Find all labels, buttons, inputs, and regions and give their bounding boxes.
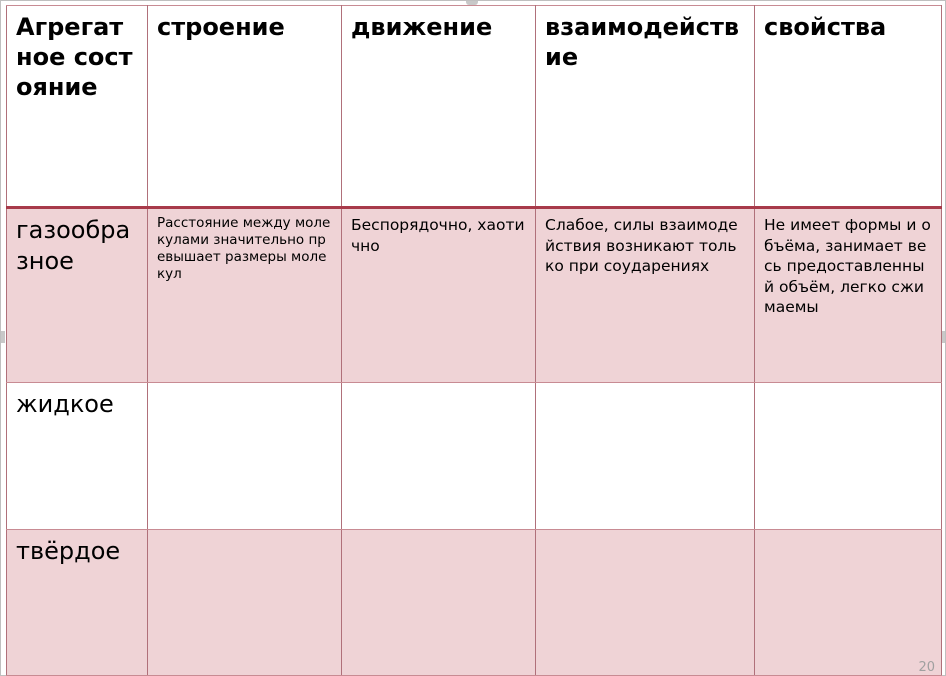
header-structure[interactable]: строение — [148, 6, 342, 208]
page-number: 20 — [918, 660, 935, 675]
cell-state-gas[interactable]: газообразное — [7, 208, 148, 383]
table-row-solid — [7, 530, 942, 676]
cell-interaction-solid[interactable] — [536, 530, 755, 676]
cell-interaction-liquid[interactable] — [536, 383, 755, 530]
cell-state-liquid[interactable]: жидкое — [7, 383, 148, 530]
cell-properties-gas[interactable]: Не имеет формы и объёма, занимает весь предоставленный объём, легко сжимаемы — [755, 208, 942, 383]
header-interaction[interactable]: взаимодействие — [536, 6, 755, 208]
cell-interaction-gas[interactable]: Слабое, силы взаимодействия возникают только при соударениях — [536, 208, 755, 383]
cell-motion-gas[interactable]: Беспорядочно, хаотично — [342, 208, 536, 383]
cell-motion-solid[interactable] — [342, 530, 536, 676]
table-row-liquid — [7, 383, 942, 530]
table-header-row — [7, 6, 942, 208]
table-row-gas — [7, 208, 942, 383]
header-motion[interactable]: движение — [342, 6, 536, 208]
cell-properties-liquid[interactable] — [755, 383, 942, 530]
header-state[interactable]: Агрегатное состояние — [7, 6, 148, 208]
resize-handle-left[interactable] — [1, 331, 5, 343]
cell-state-solid[interactable]: твёрдое — [7, 530, 148, 676]
cell-structure-solid[interactable] — [148, 530, 342, 676]
cell-structure-liquid[interactable] — [148, 383, 342, 530]
states-of-matter-table — [6, 5, 942, 676]
cell-motion-liquid[interactable] — [342, 383, 536, 530]
cell-properties-solid[interactable] — [755, 530, 942, 676]
header-properties[interactable]: свойства — [755, 6, 942, 208]
cell-structure-gas[interactable]: Расстояние между молекулами значительно превышает размеры молекул — [148, 208, 342, 383]
